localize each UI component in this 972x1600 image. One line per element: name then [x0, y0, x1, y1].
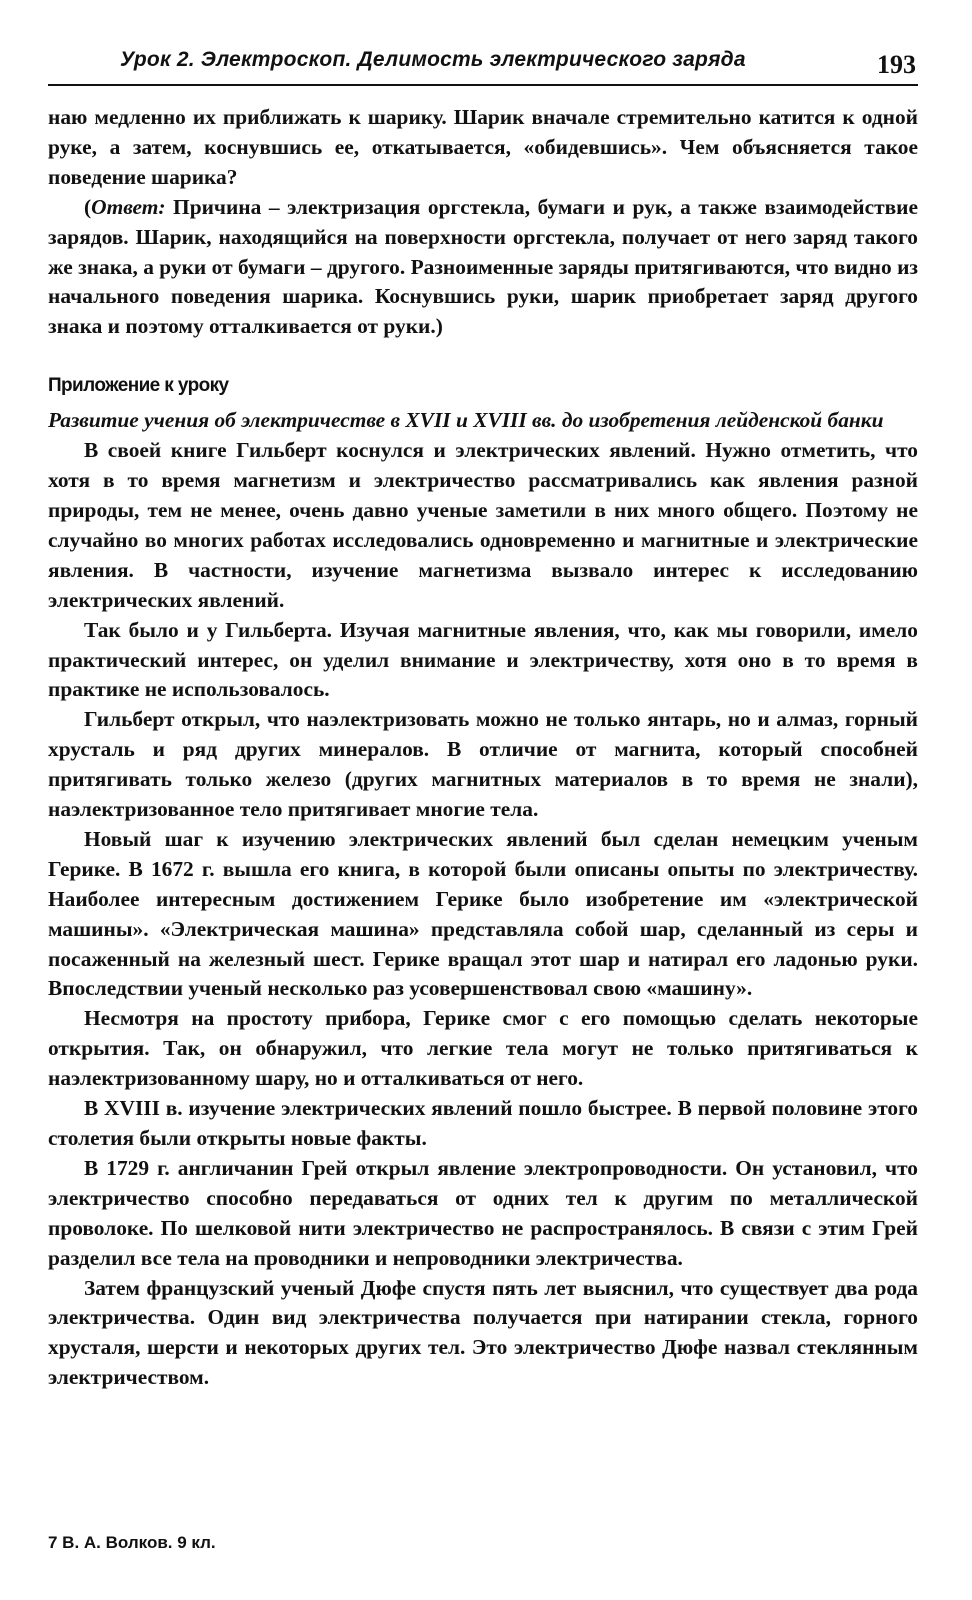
- page-header: [48, 44, 918, 86]
- appendix-heading: Приложение к уроку: [48, 375, 229, 397]
- body-paragraph: Гильберт открыл, что наэлектризовать можно не только янтарь, но и алмаз, горный хрусталь и ряд других минералов. В отличие от магнита, который способней притягивать только железо (других магнитных материалов в то время не знали), наэлектризованное тело притягивает многие тела.: [48, 707, 918, 822]
- answer-label: Ответ:: [91, 194, 166, 219]
- answer-text: Причина – электризация оргстекла, бумаги и рук, а также взаимодействие зарядов. Шарик, находящийся на поверхности оргстекла, получает от него заряд такого же знака, а руки от бумаги – другого. Разноименные заряды притягиваются, что видно из начального поведения шарика. Коснувшись руки, шарик приобретает заряд другого знака и поэтому отталкивается от руки.): [48, 194, 918, 339]
- answer-open-paren: (: [84, 194, 92, 219]
- body-paragraph: В 1729 г. англичанин Грей открыл явление электропроводности. Он установил, что электричество способно передаваться от одних тел к другим по металлической проволоке. По шелковой нити электричество не распространялось. В связи с этим Грей разделил все тела на проводники и непроводники электричества.: [48, 1155, 918, 1270]
- body-paragraph: Так было и у Гильберта. Изучая магнитные явления, что, как мы говорили, имело практический интерес, он уделил внимание и электричеству, хотя оно в то время в практике не использовалось.: [48, 617, 918, 702]
- printer-signature: 7 В. А. Волков. 9 кл.: [48, 1533, 216, 1552]
- body-paragraph: В своей книге Гильберт коснулся и электрических явлений. Нужно отметить, что хотя в то время магнетизм и электричество рассматривались как явления разной природы, тем не менее, очень давно ученые заметили в них много общего. Поэтому не случайно во многих работах исследовались одновременно и магнитные и электрические явления. В частности, изучение магнетизма вызвало интерес к исследованию электрических явлений.: [48, 438, 918, 612]
- body-paragraph: Затем французский ученый Дюфе спустя пять лет выяснил, что существует два рода электричества. Один вид электричества получается при натирании стекла, горного хрусталя, шерсти и некоторых других тел. Это электричество Дюфе назвал стеклянным электричеством.: [48, 1275, 918, 1390]
- running-title: Урок 2. Электроскоп. Делимость электрического заряда: [120, 48, 746, 71]
- answer-paragraph: [48, 193, 918, 343]
- body-paragraph: Несмотря на простоту прибора, Герике смог с его помощью сделать некоторые открытия. Так, он обнаружил, что легкие тела могут не только притягиваться к наэлектризованному шару, но и отталкиваться от него.: [48, 1006, 918, 1091]
- page-number: 193: [877, 50, 916, 79]
- section-title: Развитие учения об электричестве в XVII и XVIII вв. до изобретения лейденской банки: [48, 408, 884, 433]
- paragraph-continuation: наю медленно их приближать к шарику. Шарик вначале стремительно катится к одной руке, а затем, коснувшись ее, откатывается, «обидевшись». Чем объясняется такое поведение шарика?: [48, 105, 918, 189]
- page-content: [48, 103, 918, 1393]
- body-paragraph: В XVIII в. изучение электрических явлений пошло быстрее. В первой половине этого столетия были открыты новые факты.: [48, 1096, 918, 1150]
- body-paragraph: Новый шаг к изучению электрических явлений был сделан немецким ученым Герике. В 1672 г. вышла его книга, в которой были описаны опыты по электричеству. Наиболее интересным достижением Герике было изобретение им «электрической машины». «Электрическая машина» представляла собой шар, сделанный из серы и посаженный на железный шест. Герике вращал этот шар и натирал его ладонью руки. Впоследствии ученый несколько раз усовершенствовал свою «машину».: [48, 826, 918, 1001]
